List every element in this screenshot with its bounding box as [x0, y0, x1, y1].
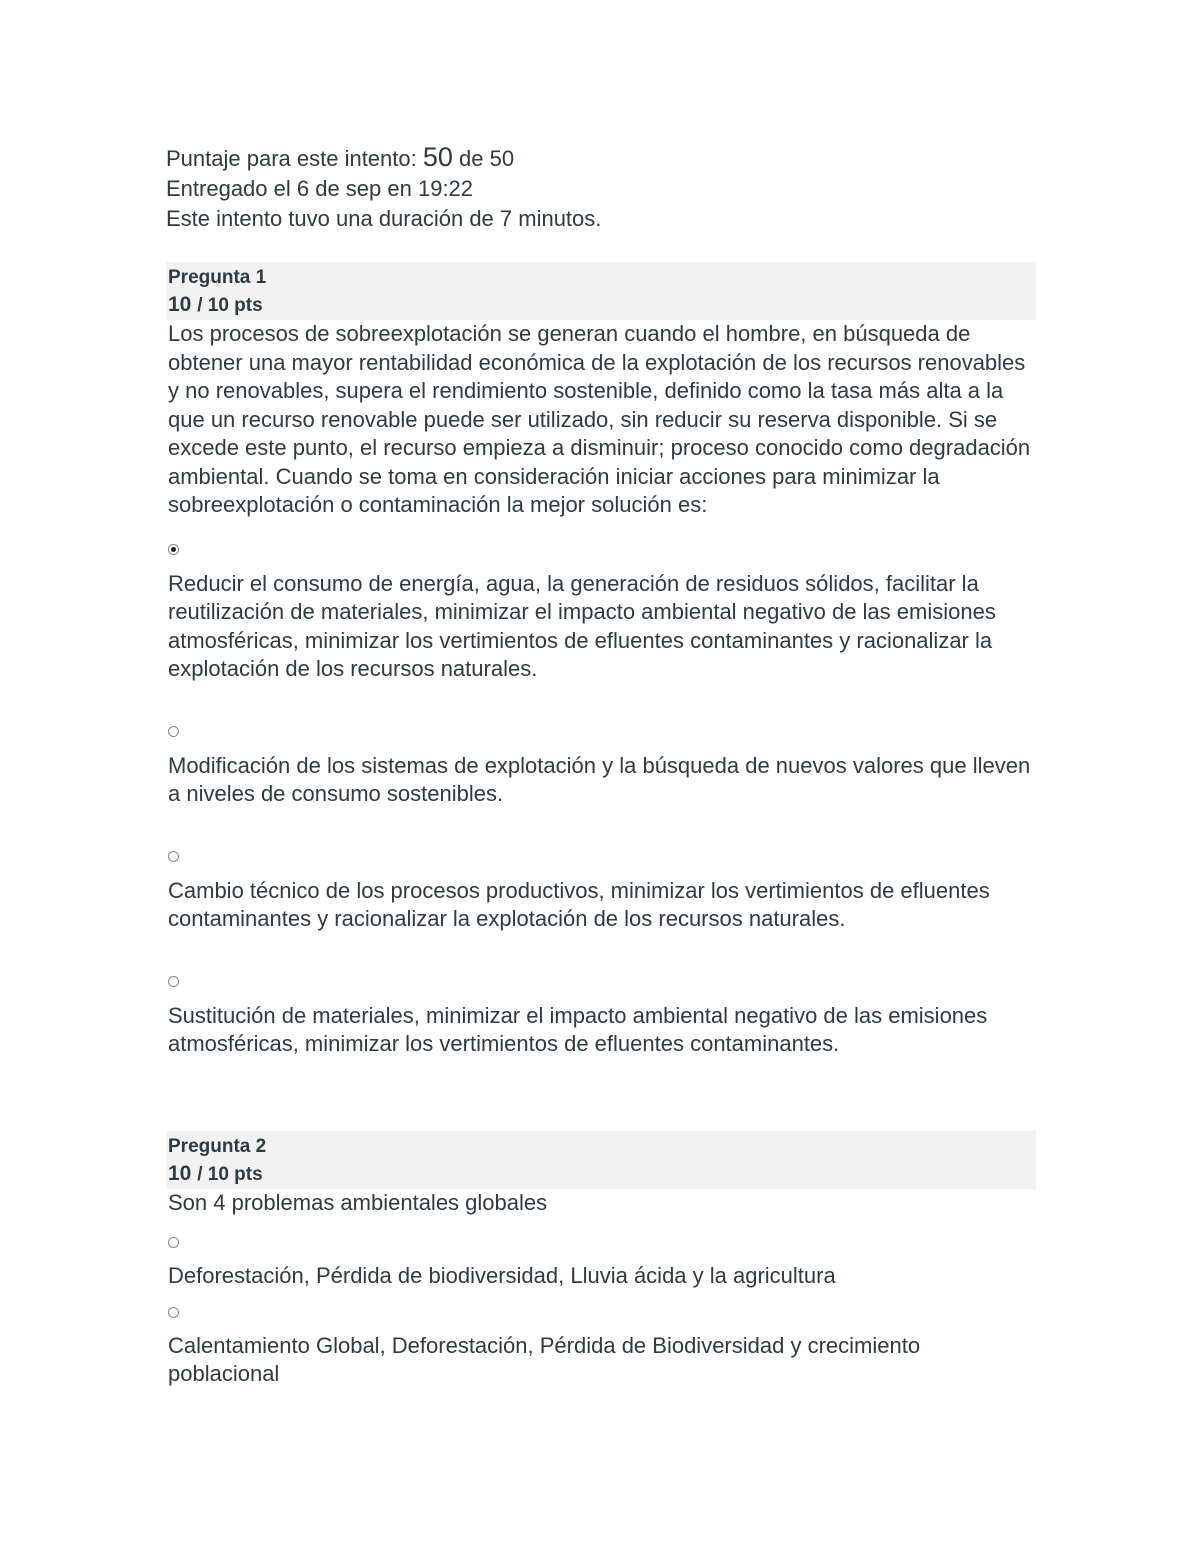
answer-option[interactable] — [168, 1307, 1036, 1389]
answer-text: Calentamiento Global, Deforestación, Pérdida de Biodiversidad y crecimiento poblacional — [168, 1332, 921, 1386]
answer-option[interactable] — [168, 976, 1036, 1059]
points-possible: / 10 pts — [197, 295, 263, 316]
question-1 — [166, 262, 1036, 1059]
question-header — [166, 262, 1036, 320]
question-points — [168, 1159, 1034, 1190]
answer-text: Cambio técnico de los procesos productivos, minimizar los vertimientos de efluentes contaminantes y racionalizar la explotación de los recursos naturales. — [168, 877, 990, 931]
score-line — [166, 142, 1036, 174]
radio-button[interactable] — [168, 726, 179, 737]
question-2 — [166, 1131, 1036, 1389]
radio-button[interactable] — [168, 1237, 179, 1248]
question-title: Pregunta 1 — [168, 267, 267, 288]
question-text: Son 4 problemas ambientales globales — [168, 1189, 548, 1215]
points-earned: 10 — [168, 293, 192, 316]
question-points — [168, 290, 1034, 321]
attempt-summary — [166, 142, 1036, 234]
answer-text: Sustitución de materiales, minimizar el impacto ambiental negativo de las emisiones atmosféricas, minimizar los vertimientos de efluentes contaminantes. — [168, 1002, 988, 1056]
answer-option[interactable] — [168, 1237, 1036, 1291]
answer-text: Deforestación, Pérdida de biodiversidad, Lluvia ácida y la agricultura — [168, 1263, 836, 1288]
radio-button[interactable] — [168, 851, 179, 862]
points-earned: 10 — [168, 1161, 192, 1185]
question-text: Los procesos de sobreexplotación se generan cuando el hombre, en búsqueda de obtener una mayor rentabilidad económica de la explotación de los recursos renovables y no renovables, supera el rendimiento sostenible, definido como la tasa más alta a la que un recurso renovable puede ser utilizado, sin reducir su reserva disponible. Si se excede este punto, el recurso empieza a disminuir; proceso conocido como degradación ambiental. Cuando se toma en consideración iniciar acciones para minimizar la sobreexplotación o contaminación la mejor solución es: — [168, 321, 1031, 517]
answer-option[interactable] — [168, 851, 1036, 934]
radio-button[interactable] — [168, 976, 179, 987]
question-header — [166, 1131, 1036, 1189]
radio-button-selected[interactable] — [168, 544, 179, 555]
duration-line: Este intento tuvo una duración de 7 minutos. — [166, 206, 602, 231]
answer-option[interactable] — [168, 726, 1036, 809]
question-title: Pregunta 2 — [168, 1135, 267, 1157]
answer-option[interactable] — [168, 544, 1036, 684]
points-possible: / 10 pts — [197, 1163, 263, 1185]
score-value: 50 — [422, 142, 453, 172]
radio-button[interactable] — [168, 1307, 179, 1318]
submitted-line: Entregado el 6 de sep en 19:22 — [166, 176, 474, 201]
answer-text: Modificación de los sistemas de explotación y la búsqueda de nuevos valores que lleven a niveles de consumo sostenibles. — [168, 752, 1031, 806]
quiz-results — [166, 142, 1036, 1389]
score-of: de 50 — [459, 146, 515, 171]
score-label: Puntaje para este intento: — [166, 146, 417, 171]
answer-text: Reducir el consumo de energía, agua, la generación de residuos sólidos, facilitar la reutilización de materiales, minimizar el impacto ambiental negativo de las emisiones atmosféricas, minimizar los vertimientos de efluentes contaminantes y racionalizar la explotación de los recursos naturales. — [168, 570, 996, 681]
